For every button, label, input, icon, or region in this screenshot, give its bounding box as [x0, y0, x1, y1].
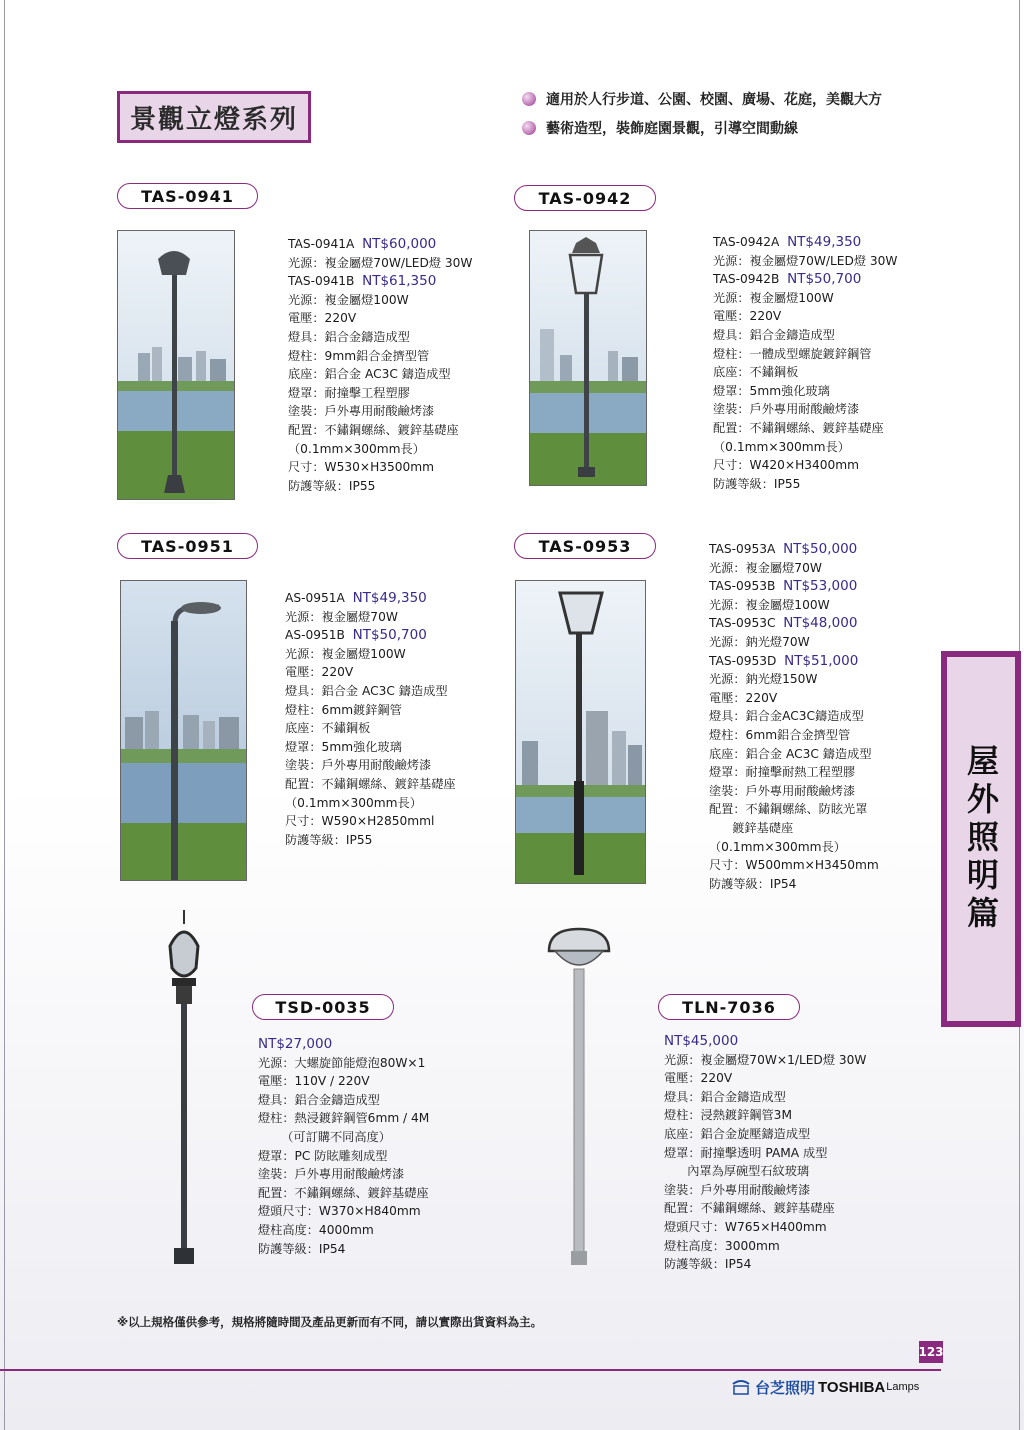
product-photo-tas0953 [515, 580, 646, 884]
variant-code: TAS-0942A [713, 235, 780, 249]
spec-text: 電壓：220V [664, 1071, 733, 1086]
spec-line [285, 831, 456, 850]
spec-line [713, 475, 897, 494]
spec-line [664, 1088, 866, 1107]
spec-text: 防護等級：IP55 [285, 832, 373, 847]
spec-text: 燈柱高度：3000mm [664, 1238, 780, 1253]
spec-line [288, 440, 472, 459]
spec-text: 燈罩：5mm強化玻璃 [713, 383, 830, 398]
spec-block-tas0953 [709, 540, 879, 893]
spec-line [258, 1072, 429, 1091]
spec-text: 電壓：110V / 220V [258, 1074, 370, 1089]
spec-text: 塗裝：戶外專用耐酸鹼烤漆 [285, 758, 432, 773]
spec-line [709, 782, 879, 801]
spec-line [285, 663, 456, 682]
spec-text: 塗裝：戶外專用耐酸鹼烤漆 [709, 783, 856, 798]
price: NT$45,000 [664, 1033, 739, 1049]
spec-line [285, 738, 456, 757]
spec-line [285, 626, 456, 645]
spec-text: 燈罩：耐撞擊工程塑膠 [288, 385, 410, 400]
spec-line [288, 365, 472, 384]
spec-line [285, 608, 456, 627]
spec-line [664, 1106, 866, 1125]
spec-line [288, 402, 472, 421]
spec-text: 燈頭尺寸：W370×H840mm [258, 1204, 421, 1219]
spec-text: 光源：複金屬燈70W/LED燈 30W [288, 255, 473, 270]
page-number: 123 [919, 1341, 943, 1363]
product-photo-tas0942 [529, 230, 647, 486]
spec-line [713, 382, 897, 401]
model-tag-tas0953: TAS-0953 [514, 533, 656, 559]
spec-line [709, 596, 879, 615]
spec-text: 塗裝：戶外專用耐酸鹼烤漆 [713, 402, 860, 417]
spec-line [709, 726, 879, 745]
spec-text: 燈罩：5mm強化玻璃 [285, 739, 402, 754]
spec-line [713, 326, 897, 345]
spec-line [709, 540, 879, 559]
spec-text: 光源：複金屬燈100W [288, 292, 409, 307]
spec-line [713, 252, 897, 271]
spec-line [709, 745, 879, 764]
variant-code: TAS-0941A [288, 237, 355, 251]
price: NT$50,000 [783, 541, 858, 557]
spec-text: 燈罩：耐撞擊耐熱工程塑膠 [709, 765, 856, 780]
spec-text: 配置：不鏽鋼螺絲、鍍鋅基礎座 [664, 1201, 835, 1216]
spec-line [709, 800, 879, 819]
product-photo-tas0941 [117, 230, 235, 500]
price: NT$49,350 [352, 590, 427, 606]
spec-line [258, 1147, 429, 1166]
spec-text: 燈具：鋁合金AC3C鑄造成型 [709, 709, 864, 724]
spec-line [664, 1162, 866, 1181]
spec-text: 底座：不鏽鋼板 [713, 365, 799, 380]
spec-line [285, 682, 456, 701]
spec-line [713, 363, 897, 382]
price: NT$27,000 [258, 1036, 333, 1052]
spec-line [713, 400, 897, 419]
spec-line [713, 456, 897, 475]
spec-line [258, 1128, 429, 1147]
spec-text: 防護等級：IP55 [288, 478, 376, 493]
spec-text: 光源：複金屬燈70W/LED燈 30W [713, 253, 898, 268]
brand-logo [731, 1376, 919, 1398]
spec-text: 底座：鋁合金 AC3C 鑄造成型 [709, 746, 872, 761]
spec-line [713, 419, 897, 438]
spec-text: 配置：不鏽鋼螺絲、防眩光罩 [709, 802, 868, 817]
spec-line [285, 589, 456, 608]
spec-line [709, 838, 879, 857]
spec-block-tsd0035 [258, 1035, 429, 1258]
price: NT$60,000 [362, 236, 437, 252]
spec-line [285, 794, 456, 813]
spec-text: 燈柱：6mm鍍鋅鋼管 [285, 702, 402, 717]
spec-line [288, 272, 472, 291]
spec-line [709, 819, 879, 838]
bullet-2 [522, 118, 798, 138]
spec-text: 尺寸：W420×H3400mm [713, 458, 860, 473]
section-side-tab-label: 屋外照明篇 [962, 744, 1000, 934]
spec-text: 尺寸：W590×H2850mml [285, 814, 435, 829]
spec-block-tas0941 [288, 235, 472, 495]
model-tag-tas0951: TAS-0951 [117, 533, 258, 559]
price: NT$50,700 [787, 271, 862, 288]
bullet-dot-icon [522, 92, 536, 106]
spec-text: 燈柱：9mm鋁合金擠型管 [288, 348, 430, 363]
variant-code: TAS-0941B [288, 274, 355, 289]
bottom-rule [0, 1369, 941, 1371]
spec-line [258, 1240, 429, 1259]
spec-text: 光源：複金屬燈100W [713, 290, 834, 305]
brand-name-en: TOSHIBA [818, 1378, 886, 1396]
spec-text: 燈具：鋁合金鑄造成型 [258, 1092, 380, 1107]
model-tag-tas0941: TAS-0941 [117, 183, 258, 209]
spec-line [709, 707, 879, 726]
spec-text: 光源：大螺旋節能燈泡80W×1 [258, 1055, 426, 1070]
spec-line [285, 775, 456, 794]
spec-line [713, 270, 897, 289]
variant-code: TAS-0953C [709, 616, 776, 631]
spec-block-tas0942 [713, 233, 897, 493]
spec-line [285, 719, 456, 738]
spec-text: 配置：不鏽鋼螺絲、鍍鋅基礎座 [258, 1185, 429, 1200]
spec-text: 光源：複金屬燈70W×1/LED燈 30W [664, 1052, 867, 1067]
bullet-dot-icon [522, 121, 536, 135]
spec-line [709, 577, 879, 596]
brand-name-suffix: Lamps [886, 1381, 920, 1393]
spec-line [285, 812, 456, 831]
spec-text: 防護等級：IP55 [713, 476, 801, 491]
spec-text: 電壓：220V [285, 665, 354, 680]
spec-line [288, 328, 472, 347]
spec-line [285, 645, 456, 664]
price: NT$61,350 [362, 273, 437, 290]
spec-text: 尺寸：W530×H3500mm [288, 460, 435, 475]
spec-line [258, 1091, 429, 1110]
spec-line [664, 1218, 866, 1237]
spec-block-tln7036 [664, 1032, 866, 1274]
spec-line [288, 291, 472, 310]
spec-text: 防護等級：IP54 [664, 1257, 752, 1272]
spec-text: 電壓：220V [288, 311, 357, 326]
spec-line [288, 309, 472, 328]
page-border-left [4, 0, 5, 1430]
spec-text: （0.1mm×300mm長） [709, 839, 846, 854]
spec-text: 燈罩：PC 防眩雕刻成型 [258, 1148, 388, 1163]
product-photo-tsd0035 [160, 910, 208, 1270]
spec-line [713, 289, 897, 308]
spec-line [713, 233, 897, 252]
spec-line [288, 254, 472, 273]
spec-text: 配置：不鏽鋼螺絲、鍍鋅基礎座 [713, 420, 884, 435]
spec-line [258, 1202, 429, 1221]
footnote: ※以上規格僅供參考，規格將隨時間及產品更新而有不同，請以實際出貨資料為主。 [117, 1315, 543, 1329]
spec-line [258, 1184, 429, 1203]
model-tag-tln7036: TLN-7036 [658, 994, 800, 1020]
spec-line [709, 559, 879, 578]
spec-text: 電壓：220V [713, 309, 782, 324]
spec-line [288, 458, 472, 477]
spec-text: 鍍鋅基礎座 [709, 820, 794, 835]
spec-text: 底座：鋁合金 AC3C 鑄造成型 [288, 367, 451, 382]
spec-line [258, 1221, 429, 1240]
price: NT$48,000 [783, 615, 858, 632]
spec-line [664, 1032, 866, 1051]
product-photo-tln7036 [545, 925, 613, 1270]
product-photo-tas0951 [120, 580, 247, 881]
model-tag-tas0942: TAS-0942 [514, 185, 656, 211]
spec-text: 光源：鈉光燈150W [709, 672, 818, 687]
spec-text: 燈具：鋁合金鑄造成型 [288, 329, 410, 344]
spec-line [288, 384, 472, 403]
spec-line [664, 1181, 866, 1200]
spec-text: 燈柱高度：4000mm [258, 1222, 374, 1237]
spec-text: 燈罩：耐撞擊透明 PAMA 成型 [664, 1145, 828, 1160]
price: NT$53,000 [783, 578, 858, 595]
spec-text: 底座：鋁合金旋壓鑄造成型 [664, 1126, 811, 1141]
spec-line [709, 875, 879, 894]
price: NT$51,000 [784, 652, 859, 669]
spec-text: 燈柱：一體成型螺旋鍍鋅鋼管 [713, 346, 872, 361]
spec-line [288, 347, 472, 366]
spec-text: 光源：鈉光燈70W [709, 634, 810, 649]
spec-text: 底座：不鏽鋼板 [285, 721, 371, 736]
spec-line [258, 1165, 429, 1184]
series-title: 景觀立燈系列 [117, 91, 311, 143]
variant-code: TAS-0953D [709, 653, 777, 668]
spec-text: 光源：複金屬燈70W [709, 560, 822, 575]
price: NT$50,700 [352, 627, 427, 644]
spec-line [258, 1109, 429, 1128]
spec-line [709, 856, 879, 875]
spec-line [664, 1144, 866, 1163]
spec-text: 塗裝：戶外專用耐酸鹼烤漆 [288, 404, 435, 419]
spec-text: 燈柱：6mm鋁合金擠型管 [709, 727, 851, 742]
spec-text: 燈具：鋁合金鑄造成型 [713, 327, 835, 342]
spec-line [664, 1125, 866, 1144]
spec-line [709, 633, 879, 652]
spec-text: 燈具：鋁合金鑄造成型 [664, 1089, 786, 1104]
model-tag-tsd0035: TSD-0035 [252, 994, 394, 1020]
spec-line [713, 345, 897, 364]
bullet-text: 藝術造型，裝飾庭園景觀，引導空間動線 [546, 121, 798, 137]
spec-line [285, 701, 456, 720]
spec-line [285, 756, 456, 775]
spec-line [713, 307, 897, 326]
bullet-text: 適用於人行步道、公園、校園、廣場、花庭，美觀大方 [546, 92, 882, 108]
spec-line [709, 763, 879, 782]
spec-line [709, 670, 879, 689]
variant-code: AS-0951A [285, 591, 345, 605]
spec-block-tas0951 [285, 589, 456, 849]
spec-text: 塗裝：戶外專用耐酸鹼烤漆 [258, 1167, 405, 1182]
spec-text: 防護等級：IP54 [709, 876, 797, 891]
brand-name-zh: 台芝照明 [755, 1378, 816, 1397]
spec-line [258, 1035, 429, 1054]
spec-text: 尺寸：W500mm×H3450mm [709, 858, 879, 873]
spec-line [258, 1054, 429, 1073]
spec-text: 燈具：鋁合金 AC3C 鑄造成型 [285, 683, 448, 698]
spec-line [664, 1069, 866, 1088]
spec-text: 配置：不鏽鋼螺絲、鍍鋅基礎座 [285, 776, 456, 791]
spec-text: （0.1mm×300mm長） [288, 441, 425, 456]
spec-text: 燈柱：浸熱鍍鋅鋼管3M [664, 1108, 792, 1123]
spec-text: （0.1mm×300mm長） [285, 795, 422, 810]
spec-text: 內罩為厚碗型石紋玻璃 [664, 1164, 810, 1179]
spec-line [709, 652, 879, 671]
variant-code: TAS-0953B [709, 579, 776, 594]
brand-mark-icon [731, 1378, 751, 1396]
section-side-tab [941, 651, 1021, 1027]
spec-text: 燈柱：熱浸鍍鋅鋼管6mm / 4M [258, 1111, 430, 1126]
spec-text: （可訂購不同高度） [258, 1129, 391, 1144]
spec-text: 燈頭尺寸：W765×H400mm [664, 1219, 827, 1234]
spec-line [288, 421, 472, 440]
spec-text: 電壓：220V [709, 690, 778, 705]
spec-text: 光源：複金屬燈70W [285, 609, 398, 624]
spec-line [709, 689, 879, 708]
spec-text: 防護等級：IP54 [258, 1241, 346, 1256]
bullet-1 [522, 89, 882, 109]
spec-line [664, 1199, 866, 1218]
spec-line [664, 1051, 866, 1070]
price: NT$49,350 [787, 234, 862, 250]
spec-line [664, 1255, 866, 1274]
spec-line [709, 614, 879, 633]
spec-line [713, 438, 897, 457]
variant-code: TAS-0942B [713, 272, 780, 287]
spec-text: 光源：複金屬燈100W [709, 597, 830, 612]
spec-line [288, 235, 472, 254]
variant-code: AS-0951B [285, 628, 345, 643]
variant-code: TAS-0953A [709, 542, 776, 556]
spec-line [664, 1237, 866, 1256]
spec-text: （0.1mm×300mm長） [713, 439, 850, 454]
spec-text: 配置：不鏽鋼螺絲、鍍鋅基礎座 [288, 422, 459, 437]
spec-text: 光源：複金屬燈100W [285, 646, 406, 661]
spec-text: 塗裝：戶外專用耐酸鹼烤漆 [664, 1182, 811, 1197]
spec-line [288, 477, 472, 496]
